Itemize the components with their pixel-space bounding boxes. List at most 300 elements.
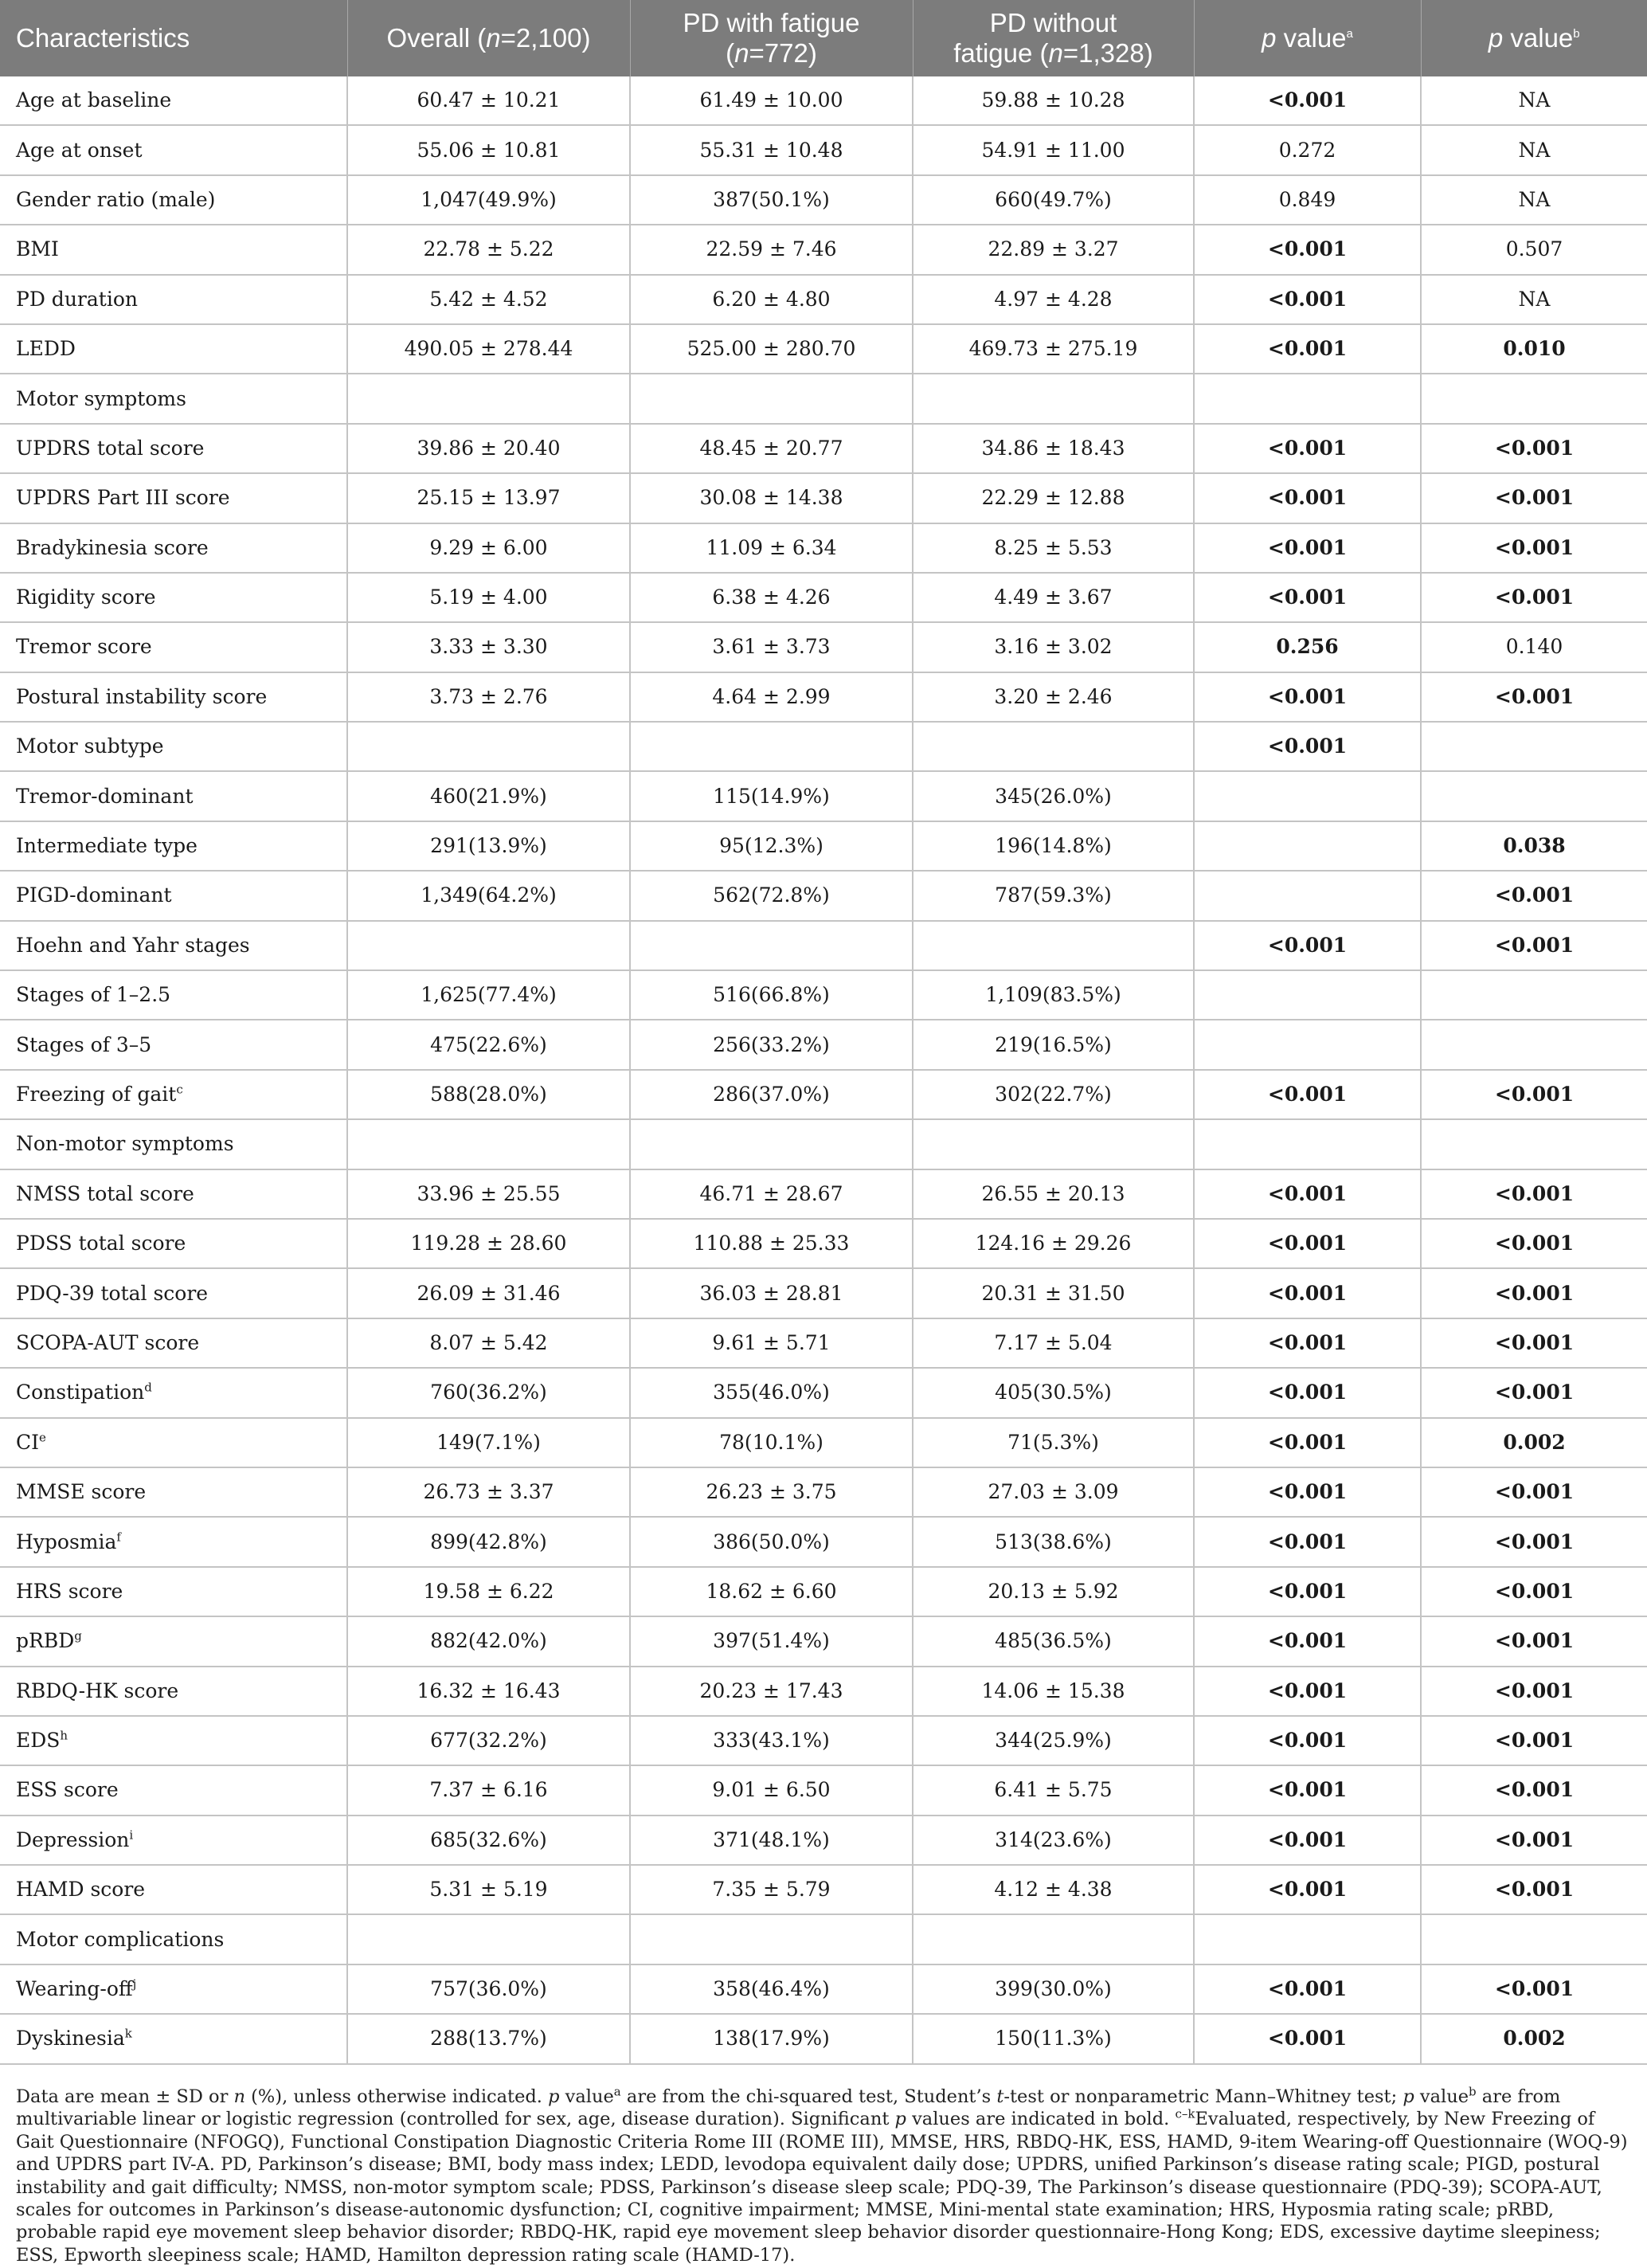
table-row xyxy=(0,424,1647,473)
cell-pd-without-fatigue: 345(26.0%) xyxy=(913,771,1194,821)
cell-characteristic xyxy=(0,871,347,920)
cell-overall xyxy=(347,374,630,423)
cell-pd-without-fatigue: 59.88 ± 10.28 xyxy=(913,76,1194,125)
cell-p-value-a: 0.272 xyxy=(1194,125,1421,174)
cell-overall: 119.28 ± 28.60 xyxy=(347,1219,630,1268)
cell-p-value-a: <0.001 xyxy=(1194,1169,1421,1219)
cell-characteristic xyxy=(0,1616,347,1666)
cell-characteristic xyxy=(0,1219,347,1268)
cell-p-value-a: <0.001 xyxy=(1194,1816,1421,1865)
cell-p-value-b: <0.001 xyxy=(1421,1667,1647,1716)
cell-characteristic xyxy=(0,523,347,573)
header-pa-p: p xyxy=(1262,23,1277,53)
cell-pd-with-fatigue: 562(72.8%) xyxy=(630,871,913,920)
cell-characteristic xyxy=(0,672,347,722)
cell-characteristic xyxy=(0,2014,347,2063)
cell-p-value-b: <0.001 xyxy=(1421,1816,1647,1865)
cell-characteristic xyxy=(0,1667,347,1716)
table-row xyxy=(0,76,1647,125)
cell-pd-with-fatigue: 7.35 ± 5.79 xyxy=(630,1865,913,1914)
header-with-line1: PD with fatigue xyxy=(683,8,860,37)
cell-p-value-b: <0.001 xyxy=(1421,1765,1647,1815)
cell-overall: 757(36.0%) xyxy=(347,1964,630,2014)
cell-p-value-b: <0.001 xyxy=(1421,1169,1647,1219)
fn-t1: Data are mean ± SD or xyxy=(16,2086,234,2107)
table-row xyxy=(0,1368,1647,1417)
cell-overall: 149(7.1%) xyxy=(347,1418,630,1467)
cell-p-value-b: 0.038 xyxy=(1421,821,1647,871)
characteristic-label: Postural instability score xyxy=(16,684,268,708)
cell-p-value-a xyxy=(1194,821,1421,871)
table-row xyxy=(0,1716,1647,1765)
characteristic-footnote-mark: g xyxy=(74,1628,82,1643)
cell-overall: 22.78 ± 5.22 xyxy=(347,225,630,274)
characteristic-label: Age at baseline xyxy=(16,88,172,112)
cell-p-value-b: NA xyxy=(1421,125,1647,174)
cell-p-value-b: <0.001 xyxy=(1421,473,1647,523)
cell-pd-with-fatigue: 6.38 ± 4.26 xyxy=(630,573,913,622)
header-p-value-a xyxy=(1194,0,1421,76)
fn-t9: Evaluated, respectively, by New Freezing of Gait Questionnaire (NFOGQ), Functional Constipation Diagnostic Criteria Rome III (ROME III), MMSE, HRS, RBDQ-HK, ESS, HAMD, 9-item Wearing-off Questionnaire (WOQ-9) and UPDRS part IV-A. PD, Parkinson’s disease; BMI, body mass index; LEDD, levodopa equivalent daily dose; UPDRS, unified Parkinson’s disease rating scale; PIGD, postural instability and gait difficulty; NMSS, non-motor symptom scale; PDSS, Parkinson’s disease sleep scale; PDQ-39, The Parkinson’s disease questionnaire (PDQ-39); SCOPA-AUT, scales for outcomes in Parkinson’s disease-autonomic dysfunction; CI, cognitive impairment; MMSE, Mini-mental state examination; HRS, Hyposmia rating scale; pRBD, probable rapid eye movement sleep behavior disorder; RBDQ-HK, rapid eye movement sleep behavior disorder questionnaire-Hong Kong; EDS, excessive daytime sleepiness; ESS, Epworth sleepiness scale; HAMD, Hamilton depression rating scale (HAMD-17). xyxy=(16,2109,1628,2266)
header-overall-pre: Overall ( xyxy=(386,23,487,53)
cell-pd-with-fatigue: 78(10.1%) xyxy=(630,1418,913,1467)
cell-pd-with-fatigue: 61.49 ± 10.00 xyxy=(630,76,913,125)
cell-overall: 60.47 ± 10.21 xyxy=(347,76,630,125)
header-without-pre: fatigue ( xyxy=(953,38,1049,68)
cell-characteristic xyxy=(0,1567,347,1616)
cell-pd-with-fatigue: 516(66.8%) xyxy=(630,970,913,1020)
characteristic-label: Hoehn and Yahr stages xyxy=(16,933,250,957)
characteristic-label: Dyskinesia xyxy=(16,2027,125,2051)
cell-p-value-a xyxy=(1194,970,1421,1020)
table-row xyxy=(0,1169,1647,1219)
cell-p-value-a: <0.001 xyxy=(1194,1517,1421,1566)
cell-pd-with-fatigue: 358(46.4%) xyxy=(630,1964,913,2014)
cell-p-value-b: 0.507 xyxy=(1421,225,1647,274)
cell-pd-with-fatigue: 525.00 ± 280.70 xyxy=(630,324,913,374)
cell-pd-with-fatigue: 6.20 ± 4.80 xyxy=(630,275,913,324)
table-row xyxy=(0,523,1647,573)
header-without-n: n xyxy=(1048,38,1063,68)
cell-overall: 26.73 ± 3.37 xyxy=(347,1467,630,1517)
cell-p-value-b: <0.001 xyxy=(1421,1716,1647,1765)
cell-p-value-a xyxy=(1194,1914,1421,1964)
cell-overall xyxy=(347,1119,630,1169)
fn-t7: are from multivariable linear or logistic regression (controlled for sex, age, disease duration). Significant xyxy=(16,2086,1561,2130)
header-with-n: n xyxy=(734,38,749,68)
fn-t4: are from the chi-squared test, Student’s xyxy=(620,2086,997,2107)
table-row xyxy=(0,1567,1647,1616)
characteristic-label: Depression xyxy=(16,1827,130,1851)
cell-pd-with-fatigue: 30.08 ± 14.38 xyxy=(630,473,913,523)
fn-t4-t: t xyxy=(996,2086,1004,2107)
table-row xyxy=(0,473,1647,523)
cell-p-value-b: <0.001 xyxy=(1421,424,1647,473)
cell-p-value-a xyxy=(1194,374,1421,423)
cell-overall: 55.06 ± 10.81 xyxy=(347,125,630,174)
cell-p-value-a: <0.001 xyxy=(1194,573,1421,622)
fn-t7-p: p xyxy=(894,2109,906,2130)
cell-pd-with-fatigue xyxy=(630,1914,913,1964)
cell-pd-without-fatigue: 196(14.8%) xyxy=(913,821,1194,871)
table-row xyxy=(0,1070,1647,1119)
cell-p-value-a: <0.001 xyxy=(1194,2014,1421,2063)
cell-p-value-a: <0.001 xyxy=(1194,722,1421,771)
cell-p-value-a: <0.001 xyxy=(1194,76,1421,125)
characteristic-label: Tremor score xyxy=(16,635,152,659)
cell-p-value-b: <0.001 xyxy=(1421,1616,1647,1666)
characteristic-label: Bradykinesia score xyxy=(16,535,209,559)
table-row xyxy=(0,622,1647,672)
cell-pd-without-fatigue: 469.73 ± 275.19 xyxy=(913,324,1194,374)
cell-p-value-a: <0.001 xyxy=(1194,324,1421,374)
cell-overall: 1,625(77.4%) xyxy=(347,970,630,1020)
table-row xyxy=(0,125,1647,174)
cell-pd-without-fatigue xyxy=(913,374,1194,423)
cell-overall: 26.09 ± 31.46 xyxy=(347,1268,630,1318)
table-row xyxy=(0,1020,1647,1069)
characteristic-label: SCOPA-AUT score xyxy=(16,1330,200,1354)
cell-characteristic xyxy=(0,921,347,970)
header-characteristics-text: Characteristics xyxy=(16,23,190,53)
cell-pd-with-fatigue: 95(12.3%) xyxy=(630,821,913,871)
cell-characteristic xyxy=(0,722,347,771)
cell-pd-without-fatigue: 302(22.7%) xyxy=(913,1070,1194,1119)
characteristic-label: Rigidity score xyxy=(16,586,156,609)
cell-characteristic xyxy=(0,1119,347,1169)
characteristic-footnote-mark: d xyxy=(144,1381,152,1396)
cell-characteristic xyxy=(0,771,347,821)
cell-overall: 16.32 ± 16.43 xyxy=(347,1667,630,1716)
cell-pd-without-fatigue: 22.89 ± 3.27 xyxy=(913,225,1194,274)
cell-p-value-b xyxy=(1421,1020,1647,1069)
characteristic-label: EDS xyxy=(16,1729,61,1753)
cell-overall: 3.73 ± 2.76 xyxy=(347,672,630,722)
cell-characteristic xyxy=(0,1964,347,2014)
cell-pd-without-fatigue: 4.12 ± 4.38 xyxy=(913,1865,1194,1914)
cell-p-value-a: <0.001 xyxy=(1194,1765,1421,1815)
fn-t3: value xyxy=(559,2086,614,2107)
characteristic-footnote-mark: i xyxy=(129,1827,134,1843)
cell-overall: 5.42 ± 4.52 xyxy=(347,275,630,324)
cell-characteristic xyxy=(0,1517,347,1566)
header-pa-text: value xyxy=(1276,23,1347,53)
cell-overall: 5.31 ± 5.19 xyxy=(347,1865,630,1914)
cell-characteristic xyxy=(0,1169,347,1219)
cell-p-value-a: <0.001 xyxy=(1194,1667,1421,1716)
cell-p-value-a: <0.001 xyxy=(1194,1467,1421,1517)
cell-pd-with-fatigue: 115(14.9%) xyxy=(630,771,913,821)
table-row xyxy=(0,1816,1647,1865)
cell-pd-without-fatigue: 26.55 ± 20.13 xyxy=(913,1169,1194,1219)
header-pd-with-fatigue xyxy=(630,0,913,76)
cell-overall: 1,047(49.9%) xyxy=(347,175,630,225)
characteristic-label: HRS score xyxy=(16,1579,123,1603)
header-pa-sup: a xyxy=(1346,27,1353,41)
cell-pd-without-fatigue: 405(30.5%) xyxy=(913,1368,1194,1417)
cell-overall: 33.96 ± 25.55 xyxy=(347,1169,630,1219)
table-row xyxy=(0,1865,1647,1914)
characteristic-label: Stages of 3–5 xyxy=(16,1032,152,1056)
cell-overall: 882(42.0%) xyxy=(347,1616,630,1666)
cell-overall: 39.86 ± 20.40 xyxy=(347,424,630,473)
cell-p-value-a: <0.001 xyxy=(1194,1616,1421,1666)
characteristic-footnote-mark: j xyxy=(132,1976,137,1992)
footnote-text xyxy=(16,2086,1633,2266)
cell-p-value-a: <0.001 xyxy=(1194,1716,1421,1765)
table-row xyxy=(0,672,1647,722)
cell-pd-without-fatigue: 27.03 ± 3.09 xyxy=(913,1467,1194,1517)
cell-pd-without-fatigue: 3.16 ± 3.02 xyxy=(913,622,1194,672)
characteristic-label: Motor complications xyxy=(16,1927,225,1951)
cell-characteristic xyxy=(0,1765,347,1815)
characteristic-footnote-mark: e xyxy=(39,1430,46,1445)
cell-pd-without-fatigue: 14.06 ± 15.38 xyxy=(913,1667,1194,1716)
cell-characteristic xyxy=(0,424,347,473)
cell-overall: 460(21.9%) xyxy=(347,771,630,821)
cell-pd-with-fatigue: 26.23 ± 3.75 xyxy=(630,1467,913,1517)
cell-pd-without-fatigue: 22.29 ± 12.88 xyxy=(913,473,1194,523)
cell-p-value-b: <0.001 xyxy=(1421,1368,1647,1417)
cell-characteristic xyxy=(0,76,347,125)
cell-pd-with-fatigue: 386(50.0%) xyxy=(630,1517,913,1566)
cell-pd-without-fatigue xyxy=(913,1119,1194,1169)
cell-pd-with-fatigue: 256(33.2%) xyxy=(630,1020,913,1069)
cell-pd-without-fatigue: 787(59.3%) xyxy=(913,871,1194,920)
cell-characteristic xyxy=(0,1467,347,1517)
cell-pd-with-fatigue: 18.62 ± 6.60 xyxy=(630,1567,913,1616)
cell-characteristic xyxy=(0,821,347,871)
table-row xyxy=(0,1517,1647,1566)
cell-pd-without-fatigue xyxy=(913,921,1194,970)
table-body xyxy=(0,76,1647,2064)
cell-overall: 685(32.6%) xyxy=(347,1816,630,1865)
header-without-post: =1,328) xyxy=(1062,38,1153,68)
cell-pd-without-fatigue: 20.13 ± 5.92 xyxy=(913,1567,1194,1616)
cell-pd-without-fatigue: 485(36.5%) xyxy=(913,1616,1194,1666)
cell-pd-without-fatigue: 3.20 ± 2.46 xyxy=(913,672,1194,722)
table-row xyxy=(0,1467,1647,1517)
cell-pd-without-fatigue: 54.91 ± 11.00 xyxy=(913,125,1194,174)
characteristic-label: Non-motor symptoms xyxy=(16,1132,234,1156)
cell-pd-without-fatigue: 20.31 ± 31.50 xyxy=(913,1268,1194,1318)
cell-pd-with-fatigue: 110.88 ± 25.33 xyxy=(630,1219,913,1268)
table-row xyxy=(0,1964,1647,2014)
fn-t6: value xyxy=(1414,2086,1469,2107)
header-pb-text: value xyxy=(1503,23,1574,53)
cell-characteristic xyxy=(0,970,347,1020)
header-characteristics xyxy=(0,0,347,76)
characteristic-label: Motor symptoms xyxy=(16,386,186,410)
cell-p-value-a xyxy=(1194,771,1421,821)
cell-p-value-b: <0.001 xyxy=(1421,523,1647,573)
cell-p-value-b: <0.001 xyxy=(1421,1318,1647,1368)
cell-pd-with-fatigue xyxy=(630,1119,913,1169)
cell-pd-with-fatigue: 9.61 ± 5.71 xyxy=(630,1318,913,1368)
cell-characteristic xyxy=(0,1914,347,1964)
cell-pd-with-fatigue xyxy=(630,921,913,970)
cell-pd-with-fatigue: 3.61 ± 3.73 xyxy=(630,622,913,672)
cell-p-value-a: <0.001 xyxy=(1194,275,1421,324)
cell-characteristic xyxy=(0,275,347,324)
header-with-post: =772) xyxy=(749,38,817,68)
cell-p-value-b xyxy=(1421,1119,1647,1169)
cell-pd-with-fatigue: 9.01 ± 6.50 xyxy=(630,1765,913,1815)
cell-pd-without-fatigue: 219(16.5%) xyxy=(913,1020,1194,1069)
table-row xyxy=(0,1667,1647,1716)
cell-overall: 7.37 ± 6.16 xyxy=(347,1765,630,1815)
characteristic-label: Tremor-dominant xyxy=(16,784,194,808)
cell-overall: 25.15 ± 13.97 xyxy=(347,473,630,523)
cell-p-value-b xyxy=(1421,970,1647,1020)
cell-overall: 760(36.2%) xyxy=(347,1368,630,1417)
characteristic-label: Age at onset xyxy=(16,138,143,162)
cell-p-value-b: <0.001 xyxy=(1421,1070,1647,1119)
header-pb-sup: b xyxy=(1573,27,1580,41)
characteristic-label: Freezing of gait xyxy=(16,1083,177,1106)
cell-characteristic xyxy=(0,1268,347,1318)
cell-pd-with-fatigue: 138(17.9%) xyxy=(630,2014,913,2063)
characteristic-label: NMSS total score xyxy=(16,1181,194,1205)
cell-p-value-a: <0.001 xyxy=(1194,523,1421,573)
fn-t8: values are indicated in bold. xyxy=(906,2109,1176,2130)
fn-t3-sup: a xyxy=(613,2084,621,2099)
table-row xyxy=(0,324,1647,374)
cell-pd-with-fatigue: 371(48.1%) xyxy=(630,1816,913,1865)
cell-p-value-a: <0.001 xyxy=(1194,1368,1421,1417)
fn-t2-p: p xyxy=(548,2086,560,2107)
cell-p-value-a: <0.001 xyxy=(1194,1070,1421,1119)
cell-overall: 9.29 ± 6.00 xyxy=(347,523,630,573)
header-row xyxy=(0,0,1647,76)
characteristic-label: RBDQ-HK score xyxy=(16,1678,179,1702)
fn-t5: -test or nonparametric Mann–Whitney test; xyxy=(1003,2086,1403,2107)
cell-pd-without-fatigue: 1,109(83.5%) xyxy=(913,970,1194,1020)
characteristic-label: MMSE score xyxy=(16,1480,147,1504)
cell-pd-without-fatigue: 399(30.0%) xyxy=(913,1964,1194,2014)
header-pb-p: p xyxy=(1488,23,1504,53)
cell-overall: 288(13.7%) xyxy=(347,2014,630,2063)
table-row xyxy=(0,1119,1647,1169)
cell-pd-with-fatigue: 11.09 ± 6.34 xyxy=(630,523,913,573)
header-overall-post: =2,100) xyxy=(500,23,591,53)
table-row xyxy=(0,821,1647,871)
cell-characteristic xyxy=(0,125,347,174)
cell-overall: 899(42.8%) xyxy=(347,1517,630,1566)
cell-pd-without-fatigue xyxy=(913,722,1194,771)
fn-t5-p: p xyxy=(1402,2086,1414,2107)
cell-p-value-b: NA xyxy=(1421,76,1647,125)
table-footnote xyxy=(16,2086,1633,2266)
cell-p-value-b: <0.001 xyxy=(1421,921,1647,970)
characteristic-label: Gender ratio (male) xyxy=(16,187,216,211)
cell-p-value-a: 0.849 xyxy=(1194,175,1421,225)
cell-overall: 490.05 ± 278.44 xyxy=(347,324,630,374)
table-row xyxy=(0,1268,1647,1318)
cell-overall: 1,349(64.2%) xyxy=(347,871,630,920)
cell-overall: 677(32.2%) xyxy=(347,1716,630,1765)
cell-pd-with-fatigue: 286(37.0%) xyxy=(630,1070,913,1119)
cell-p-value-b: <0.001 xyxy=(1421,1865,1647,1914)
cell-p-value-a: <0.001 xyxy=(1194,1964,1421,2014)
cell-p-value-a: <0.001 xyxy=(1194,1865,1421,1914)
cell-pd-with-fatigue: 55.31 ± 10.48 xyxy=(630,125,913,174)
table-row xyxy=(0,1219,1647,1268)
cell-pd-without-fatigue: 7.17 ± 5.04 xyxy=(913,1318,1194,1368)
cell-overall xyxy=(347,722,630,771)
characteristic-footnote-mark: f xyxy=(116,1530,121,1545)
characteristic-label: PIGD-dominant xyxy=(16,883,172,907)
cell-characteristic xyxy=(0,1865,347,1914)
cell-pd-without-fatigue: 34.86 ± 18.43 xyxy=(913,424,1194,473)
cell-characteristic xyxy=(0,1318,347,1368)
characteristic-label: PDSS total score xyxy=(16,1232,186,1255)
characteristic-label: Wearing-off xyxy=(16,1977,133,2001)
cell-characteristic xyxy=(0,1716,347,1765)
cell-characteristic xyxy=(0,573,347,622)
table-row xyxy=(0,970,1647,1020)
cell-overall: 5.19 ± 4.00 xyxy=(347,573,630,622)
cell-p-value-b: 0.002 xyxy=(1421,2014,1647,2063)
cell-pd-with-fatigue: 48.45 ± 20.77 xyxy=(630,424,913,473)
fn-t2: (%), unless otherwise indicated. xyxy=(245,2086,549,2107)
table-row xyxy=(0,225,1647,274)
cell-characteristic xyxy=(0,1368,347,1417)
cell-p-value-b: <0.001 xyxy=(1421,573,1647,622)
cell-pd-with-fatigue: 46.71 ± 28.67 xyxy=(630,1169,913,1219)
cell-p-value-b: <0.001 xyxy=(1421,1219,1647,1268)
header-p-value-b xyxy=(1421,0,1647,76)
cell-pd-without-fatigue: 4.97 ± 4.28 xyxy=(913,275,1194,324)
characteristic-label: Intermediate type xyxy=(16,834,198,858)
cell-pd-with-fatigue: 20.23 ± 17.43 xyxy=(630,1667,913,1716)
header-with-pre: ( xyxy=(726,38,735,68)
cell-overall: 475(22.6%) xyxy=(347,1020,630,1069)
cell-p-value-b: <0.001 xyxy=(1421,1964,1647,2014)
table-row xyxy=(0,771,1647,821)
cell-p-value-b: <0.001 xyxy=(1421,1467,1647,1517)
cell-overall: 588(28.0%) xyxy=(347,1070,630,1119)
cell-pd-with-fatigue: 387(50.1%) xyxy=(630,175,913,225)
characteristic-label: PD duration xyxy=(16,287,138,311)
cell-pd-without-fatigue: 124.16 ± 29.26 xyxy=(913,1219,1194,1268)
cell-p-value-a: <0.001 xyxy=(1194,1219,1421,1268)
table-row xyxy=(0,2014,1647,2063)
cell-p-value-b: <0.001 xyxy=(1421,1517,1647,1566)
cell-p-value-b: <0.001 xyxy=(1421,871,1647,920)
cell-pd-without-fatigue: 4.49 ± 3.67 xyxy=(913,573,1194,622)
cell-pd-with-fatigue: 355(46.0%) xyxy=(630,1368,913,1417)
cell-characteristic xyxy=(0,374,347,423)
cell-characteristic xyxy=(0,1418,347,1467)
table-row xyxy=(0,275,1647,324)
table-row xyxy=(0,175,1647,225)
table-row xyxy=(0,722,1647,771)
cell-characteristic xyxy=(0,1816,347,1865)
cell-p-value-b xyxy=(1421,374,1647,423)
characteristic-label: CI xyxy=(16,1430,40,1454)
characteristic-label: PDQ-39 total score xyxy=(16,1281,209,1305)
cell-characteristic xyxy=(0,473,347,523)
cell-p-value-b: <0.001 xyxy=(1421,1567,1647,1616)
cell-p-value-a: <0.001 xyxy=(1194,473,1421,523)
cell-pd-without-fatigue: 314(23.6%) xyxy=(913,1816,1194,1865)
table-row xyxy=(0,573,1647,622)
cell-overall: 3.33 ± 3.30 xyxy=(347,622,630,672)
cell-p-value-b: 0.010 xyxy=(1421,324,1647,374)
cell-pd-with-fatigue: 22.59 ± 7.46 xyxy=(630,225,913,274)
header-pd-without-fatigue xyxy=(913,0,1194,76)
